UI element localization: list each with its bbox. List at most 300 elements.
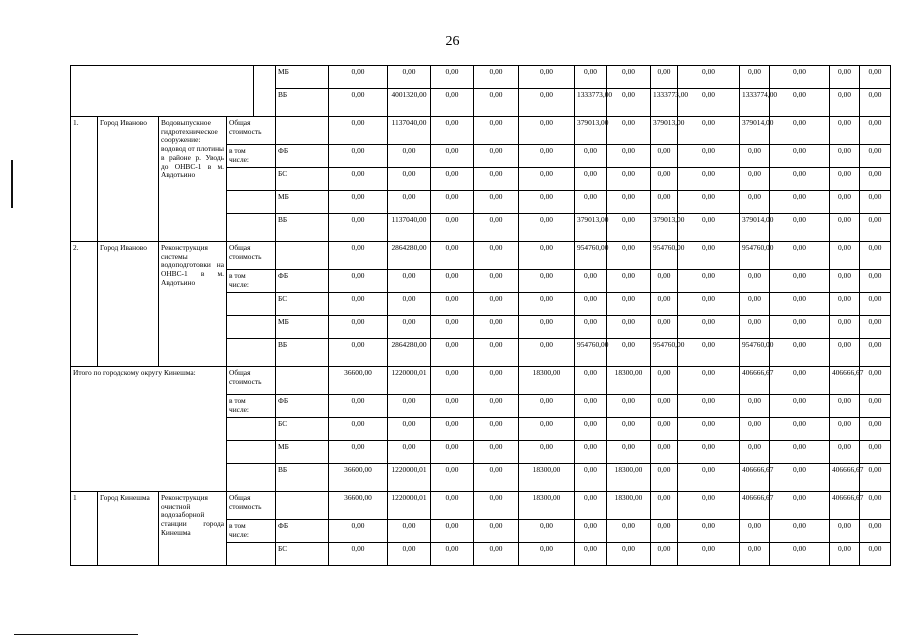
fund-cell: МБ	[276, 66, 329, 89]
value-cell: 0,00	[431, 339, 474, 367]
value-cell: 0,00	[740, 395, 770, 418]
value-cell: 0,00	[770, 543, 830, 566]
value-cell: 0,00	[431, 367, 474, 395]
value-cell: 0,00	[830, 316, 860, 339]
fund-cell: БС	[276, 293, 329, 316]
value-cell: 0,00	[431, 89, 474, 117]
row-number: 1.	[71, 117, 98, 242]
value-cell: 406666,67	[740, 464, 770, 492]
value-cell: 0,00	[860, 367, 891, 395]
value-cell: 0,00	[651, 418, 678, 441]
value-cell: 18300,00	[519, 492, 575, 520]
value-cell: 0,00	[431, 464, 474, 492]
blank-cell	[254, 520, 276, 543]
value-cell: 0,00	[431, 395, 474, 418]
value-cell: 0,00	[329, 191, 388, 214]
value-cell: 0,00	[740, 441, 770, 464]
value-cell: 0,00	[329, 66, 388, 89]
value-cell: 0,00	[830, 520, 860, 543]
value-cell: 0,00	[519, 117, 575, 145]
value-cell: 0,00	[740, 66, 770, 89]
value-cell: 1220000,01	[388, 367, 431, 395]
value-cell: 0,00	[770, 191, 830, 214]
value-cell: 0,00	[860, 339, 891, 367]
row-number: 1	[71, 492, 98, 566]
table-row	[71, 117, 891, 145]
value-cell: 0,00	[431, 191, 474, 214]
table-row	[71, 242, 891, 270]
value-cell: 0,00	[830, 395, 860, 418]
value-cell: 0,00	[830, 339, 860, 367]
value-cell: 0,00	[607, 293, 651, 316]
value-cell: 0,00	[329, 441, 388, 464]
value-cell: 0,00	[678, 339, 740, 367]
city-name: Город Иваново	[98, 242, 159, 367]
value-cell: 0,00	[519, 89, 575, 117]
value-cell: 406666,67	[830, 492, 860, 520]
value-cell: 0,00	[575, 168, 607, 191]
value-cell: 36600,00	[329, 492, 388, 520]
value-cell: 18300,00	[607, 464, 651, 492]
value-cell: 0,00	[770, 464, 830, 492]
value-cell: 0,00	[474, 117, 519, 145]
value-cell: 0,00	[678, 367, 740, 395]
value-cell: 0,00	[770, 214, 830, 242]
value-cell: 0,00	[678, 89, 740, 117]
value-cell: 0,00	[860, 293, 891, 316]
value-cell: 0,00	[860, 520, 891, 543]
value-cell: 0,00	[830, 441, 860, 464]
fund-cell: МБ	[276, 316, 329, 339]
value-cell: 0,00	[678, 293, 740, 316]
value-cell: 0,00	[651, 464, 678, 492]
value-cell: 0,00	[388, 520, 431, 543]
value-cell: 0,00	[388, 168, 431, 191]
value-cell: 0,00	[575, 543, 607, 566]
value-cell: 0,00	[830, 418, 860, 441]
value-cell: 0,00	[860, 441, 891, 464]
value-cell: 0,00	[607, 168, 651, 191]
value-cell: 0,00	[860, 270, 891, 293]
value-cell: 0,00	[431, 66, 474, 89]
project-description: Реконструкция системы водоподготовки на ОНВС-1 в м. Авдотьино	[159, 242, 227, 367]
value-cell: 0,00	[770, 418, 830, 441]
blank-cell	[254, 270, 276, 293]
value-cell: 0,00	[860, 191, 891, 214]
value-cell: 0,00	[474, 543, 519, 566]
fund-cell: БС	[276, 543, 329, 566]
value-cell: 0,00	[519, 520, 575, 543]
blank-cell	[227, 293, 276, 316]
blank-cell	[227, 214, 276, 242]
value-cell: 0,00	[651, 191, 678, 214]
value-cell: 0,00	[519, 145, 575, 168]
value-cell: 0,00	[474, 168, 519, 191]
total-cost-label: Общая стоимость	[227, 367, 276, 395]
value-cell: 0,00	[607, 395, 651, 418]
value-cell: 0,00	[651, 367, 678, 395]
value-cell: 0,00	[607, 543, 651, 566]
blank-cell	[227, 316, 276, 339]
value-cell: 0,00	[575, 145, 607, 168]
value-cell: 0,00	[651, 520, 678, 543]
value-cell: 0,00	[860, 214, 891, 242]
value-cell: 954760,00	[740, 242, 770, 270]
value-cell: 0,00	[474, 520, 519, 543]
value-cell: 0,00	[860, 418, 891, 441]
value-cell: 0,00	[519, 242, 575, 270]
value-cell: 0,00	[860, 242, 891, 270]
value-cell: 0,00	[770, 145, 830, 168]
blank-cell	[227, 441, 276, 464]
fund-cell: ВБ	[276, 214, 329, 242]
value-cell: 0,00	[607, 316, 651, 339]
value-cell: 0,00	[474, 339, 519, 367]
value-cell: 0,00	[651, 316, 678, 339]
value-cell: 0,00	[860, 145, 891, 168]
value-cell: 0,00	[770, 89, 830, 117]
value-cell: 0,00	[651, 66, 678, 89]
value-cell: 0,00	[678, 418, 740, 441]
blank-cell	[254, 66, 276, 117]
value-cell: 0,00	[607, 117, 651, 145]
value-cell: 0,00	[770, 441, 830, 464]
total-cost-label: Общая стоимость	[227, 492, 276, 520]
fund-cell: МБ	[276, 441, 329, 464]
value-cell: 0,00	[830, 242, 860, 270]
value-cell: 0,00	[678, 492, 740, 520]
value-cell: 0,00	[388, 418, 431, 441]
value-cell: 0,00	[830, 293, 860, 316]
value-cell: 0,00	[575, 367, 607, 395]
value-cell: 379014,00	[740, 214, 770, 242]
value-cell: 0,00	[678, 395, 740, 418]
value-cell: 0,00	[651, 168, 678, 191]
value-cell: 0,00	[830, 214, 860, 242]
value-cell: 406666,67	[830, 464, 860, 492]
value-cell: 1333774,00	[740, 89, 770, 117]
value-cell: 0,00	[651, 543, 678, 566]
value-cell: 0,00	[329, 214, 388, 242]
value-cell: 406666,67	[830, 367, 860, 395]
value-cell: 0,00	[329, 89, 388, 117]
value-cell: 0,00	[830, 145, 860, 168]
value-cell: 0,00	[575, 418, 607, 441]
value-cell: 0,00	[474, 492, 519, 520]
value-cell: 0,00	[770, 270, 830, 293]
value-cell: 0,00	[519, 66, 575, 89]
value-cell: 0,00	[607, 191, 651, 214]
value-cell: 0,00	[575, 492, 607, 520]
value-cell: 0,00	[431, 214, 474, 242]
value-cell: 0,00	[519, 418, 575, 441]
value-cell: 0,00	[474, 441, 519, 464]
value-cell: 0,00	[575, 270, 607, 293]
value-cell: 0,00	[607, 145, 651, 168]
value-cell: 0,00	[678, 520, 740, 543]
value-cell: 0,00	[651, 441, 678, 464]
fund-cell: ФБ	[276, 270, 329, 293]
value-cell: 0,00	[431, 145, 474, 168]
value-cell: 0,00	[678, 543, 740, 566]
value-cell: 0,00	[519, 270, 575, 293]
value-cell: 0,00	[388, 441, 431, 464]
value-cell: 0,00	[519, 191, 575, 214]
value-cell: 0,00	[329, 339, 388, 367]
value-cell: 0,00	[474, 191, 519, 214]
value-cell: 0,00	[575, 520, 607, 543]
value-cell: 4001320,00	[388, 89, 431, 117]
value-cell: 0,00	[607, 418, 651, 441]
value-cell: 0,00	[431, 543, 474, 566]
value-cell: 0,00	[329, 543, 388, 566]
value-cell: 0,00	[860, 168, 891, 191]
fund-cell: БС	[276, 168, 329, 191]
including-label: в том числе:	[227, 395, 254, 418]
value-cell: 0,00	[519, 441, 575, 464]
value-cell: 0,00	[860, 66, 891, 89]
value-cell: 0,00	[474, 464, 519, 492]
value-cell: 0,00	[830, 66, 860, 89]
value-cell: 0,00	[860, 492, 891, 520]
value-cell: 0,00	[575, 464, 607, 492]
value-cell: 0,00	[474, 316, 519, 339]
value-cell: 0,00	[830, 117, 860, 145]
value-cell: 0,00	[678, 464, 740, 492]
value-cell: 0,00	[770, 117, 830, 145]
blank-cell	[227, 168, 276, 191]
value-cell: 0,00	[770, 242, 830, 270]
value-cell: 379013,00	[651, 117, 678, 145]
page-number: 26	[445, 34, 460, 49]
value-cell: 0,00	[431, 418, 474, 441]
value-cell: 0,00	[860, 464, 891, 492]
value-cell: 0,00	[575, 395, 607, 418]
value-cell: 0,00	[740, 168, 770, 191]
value-cell: 0,00	[431, 492, 474, 520]
value-cell: 0,00	[474, 395, 519, 418]
value-cell: 0,00	[431, 270, 474, 293]
value-cell: 0,00	[740, 316, 770, 339]
value-cell: 0,00	[431, 293, 474, 316]
value-cell: 0,00	[607, 89, 651, 117]
value-cell: 0,00	[740, 191, 770, 214]
value-cell: 0,00	[329, 117, 388, 145]
fund-cell: ВБ	[276, 464, 329, 492]
including-label: в том числе:	[227, 145, 254, 168]
value-cell: 0,00	[474, 145, 519, 168]
value-cell: 0,00	[474, 214, 519, 242]
value-cell: 0,00	[519, 543, 575, 566]
including-label: в том числе:	[227, 520, 254, 543]
project-description: Водовыпускное гидротехническое сооружение: водовод от плотины в районе р. Уводь до ОНВС-1 в м. Авдотьино	[159, 117, 227, 242]
value-cell: 0,00	[607, 270, 651, 293]
blank-cell	[227, 339, 276, 367]
value-cell: 0,00	[474, 293, 519, 316]
value-cell: 1220000,01	[388, 492, 431, 520]
value-cell: 0,00	[678, 242, 740, 270]
city-name: Город Иваново	[98, 117, 159, 242]
value-cell: 0,00	[740, 520, 770, 543]
value-cell: 0,00	[678, 145, 740, 168]
value-cell: 0,00	[860, 395, 891, 418]
blank-cell	[227, 464, 276, 492]
row-number: 2.	[71, 242, 98, 367]
subtotal-label: Итого по городскому округу Кинешма:	[71, 367, 227, 492]
value-cell: 36600,00	[329, 367, 388, 395]
value-cell: 0,00	[678, 191, 740, 214]
value-cell: 0,00	[607, 242, 651, 270]
left-margin-mark	[11, 160, 13, 208]
total-cost-label: Общая стоимость	[227, 117, 276, 145]
blank-cell	[276, 492, 329, 520]
value-cell: 0,00	[388, 270, 431, 293]
value-cell: 0,00	[388, 293, 431, 316]
value-cell: 0,00	[575, 293, 607, 316]
table-row	[71, 367, 891, 395]
blank-cell	[276, 367, 329, 395]
value-cell: 0,00	[651, 492, 678, 520]
value-cell: 379013,00	[575, 117, 607, 145]
including-label: в том числе:	[227, 270, 254, 293]
value-cell: 0,00	[607, 520, 651, 543]
value-cell: 0,00	[770, 492, 830, 520]
value-cell: 0,00	[329, 395, 388, 418]
value-cell: 0,00	[651, 293, 678, 316]
value-cell: 0,00	[431, 316, 474, 339]
fund-cell: ФБ	[276, 520, 329, 543]
value-cell: 0,00	[770, 316, 830, 339]
value-cell: 2864280,00	[388, 242, 431, 270]
value-cell: 0,00	[329, 145, 388, 168]
fund-cell: ФБ	[276, 145, 329, 168]
value-cell: 0,00	[830, 543, 860, 566]
blank-cell	[227, 543, 276, 566]
value-cell: 0,00	[388, 395, 431, 418]
value-cell: 0,00	[770, 520, 830, 543]
value-cell: 0,00	[678, 66, 740, 89]
value-cell: 0,00	[575, 191, 607, 214]
value-cell: 1220000,01	[388, 464, 431, 492]
fund-cell: ФБ	[276, 395, 329, 418]
value-cell: 0,00	[740, 270, 770, 293]
value-cell: 0,00	[388, 316, 431, 339]
value-cell: 0,00	[678, 441, 740, 464]
value-cell: 0,00	[607, 214, 651, 242]
value-cell: 0,00	[519, 293, 575, 316]
value-cell: 0,00	[519, 168, 575, 191]
value-cell: 954760,00	[651, 242, 678, 270]
value-cell: 954760,00	[575, 339, 607, 367]
value-cell: 18300,00	[519, 367, 575, 395]
value-cell: 0,00	[651, 145, 678, 168]
value-cell: 0,00	[431, 242, 474, 270]
value-cell: 0,00	[740, 293, 770, 316]
value-cell: 0,00	[740, 543, 770, 566]
value-cell: 2864280,00	[388, 339, 431, 367]
value-cell: 0,00	[770, 168, 830, 191]
blank-cell	[254, 145, 276, 168]
value-cell: 379013,00	[575, 214, 607, 242]
value-cell: 406666,67	[740, 492, 770, 520]
value-cell: 0,00	[329, 270, 388, 293]
value-cell: 0,00	[575, 316, 607, 339]
value-cell: 0,00	[575, 66, 607, 89]
value-cell: 0,00	[329, 418, 388, 441]
total-cost-label: Общая стоимость	[227, 242, 276, 270]
value-cell: 0,00	[830, 191, 860, 214]
city-name: Город Кинешма	[98, 492, 159, 566]
value-cell: 0,00	[770, 339, 830, 367]
value-cell: 379013,00	[651, 214, 678, 242]
blank-cell	[227, 191, 276, 214]
value-cell: 0,00	[860, 543, 891, 566]
value-cell: 0,00	[329, 293, 388, 316]
blank-cell	[254, 395, 276, 418]
blank-merged-cell	[71, 66, 254, 117]
blank-cell	[276, 242, 329, 270]
value-cell: 0,00	[431, 441, 474, 464]
value-cell: 0,00	[388, 145, 431, 168]
project-description: Реконструкция очистной водозаборной станции города Кинешма	[159, 492, 227, 566]
value-cell: 0,00	[770, 66, 830, 89]
value-cell: 0,00	[678, 214, 740, 242]
value-cell: 0,00	[770, 293, 830, 316]
value-cell: 1137040,00	[388, 117, 431, 145]
bottom-margin-line	[14, 634, 138, 635]
value-cell: 0,00	[329, 242, 388, 270]
fund-cell: ВБ	[276, 339, 329, 367]
value-cell: 0,00	[519, 316, 575, 339]
value-cell: 1137040,00	[388, 214, 431, 242]
value-cell: 0,00	[329, 316, 388, 339]
value-cell: 36600,00	[329, 464, 388, 492]
value-cell: 0,00	[474, 367, 519, 395]
value-cell: 0,00	[830, 270, 860, 293]
value-cell: 954760,00	[651, 339, 678, 367]
value-cell: 0,00	[740, 418, 770, 441]
value-cell: 18300,00	[607, 367, 651, 395]
value-cell: 0,00	[431, 168, 474, 191]
value-cell: 0,00	[519, 339, 575, 367]
value-cell: 0,00	[860, 89, 891, 117]
value-cell: 1333773,00	[575, 89, 607, 117]
fund-cell: МБ	[276, 191, 329, 214]
value-cell: 0,00	[830, 89, 860, 117]
value-cell: 0,00	[740, 145, 770, 168]
value-cell: 406666,67	[740, 367, 770, 395]
value-cell: 0,00	[607, 66, 651, 89]
value-cell: 954760,00	[740, 339, 770, 367]
value-cell: 0,00	[678, 316, 740, 339]
value-cell: 0,00	[431, 117, 474, 145]
value-cell: 0,00	[770, 367, 830, 395]
value-cell: 0,00	[474, 242, 519, 270]
value-cell: 0,00	[519, 214, 575, 242]
value-cell: 379014,00	[740, 117, 770, 145]
value-cell: 0,00	[651, 270, 678, 293]
value-cell: 0,00	[860, 117, 891, 145]
value-cell: 0,00	[607, 441, 651, 464]
table-row	[71, 66, 891, 89]
value-cell: 0,00	[388, 543, 431, 566]
value-cell: 0,00	[388, 191, 431, 214]
value-cell: 0,00	[830, 168, 860, 191]
value-cell: 0,00	[474, 270, 519, 293]
blank-cell	[227, 418, 276, 441]
value-cell: 0,00	[678, 168, 740, 191]
value-cell: 0,00	[860, 316, 891, 339]
